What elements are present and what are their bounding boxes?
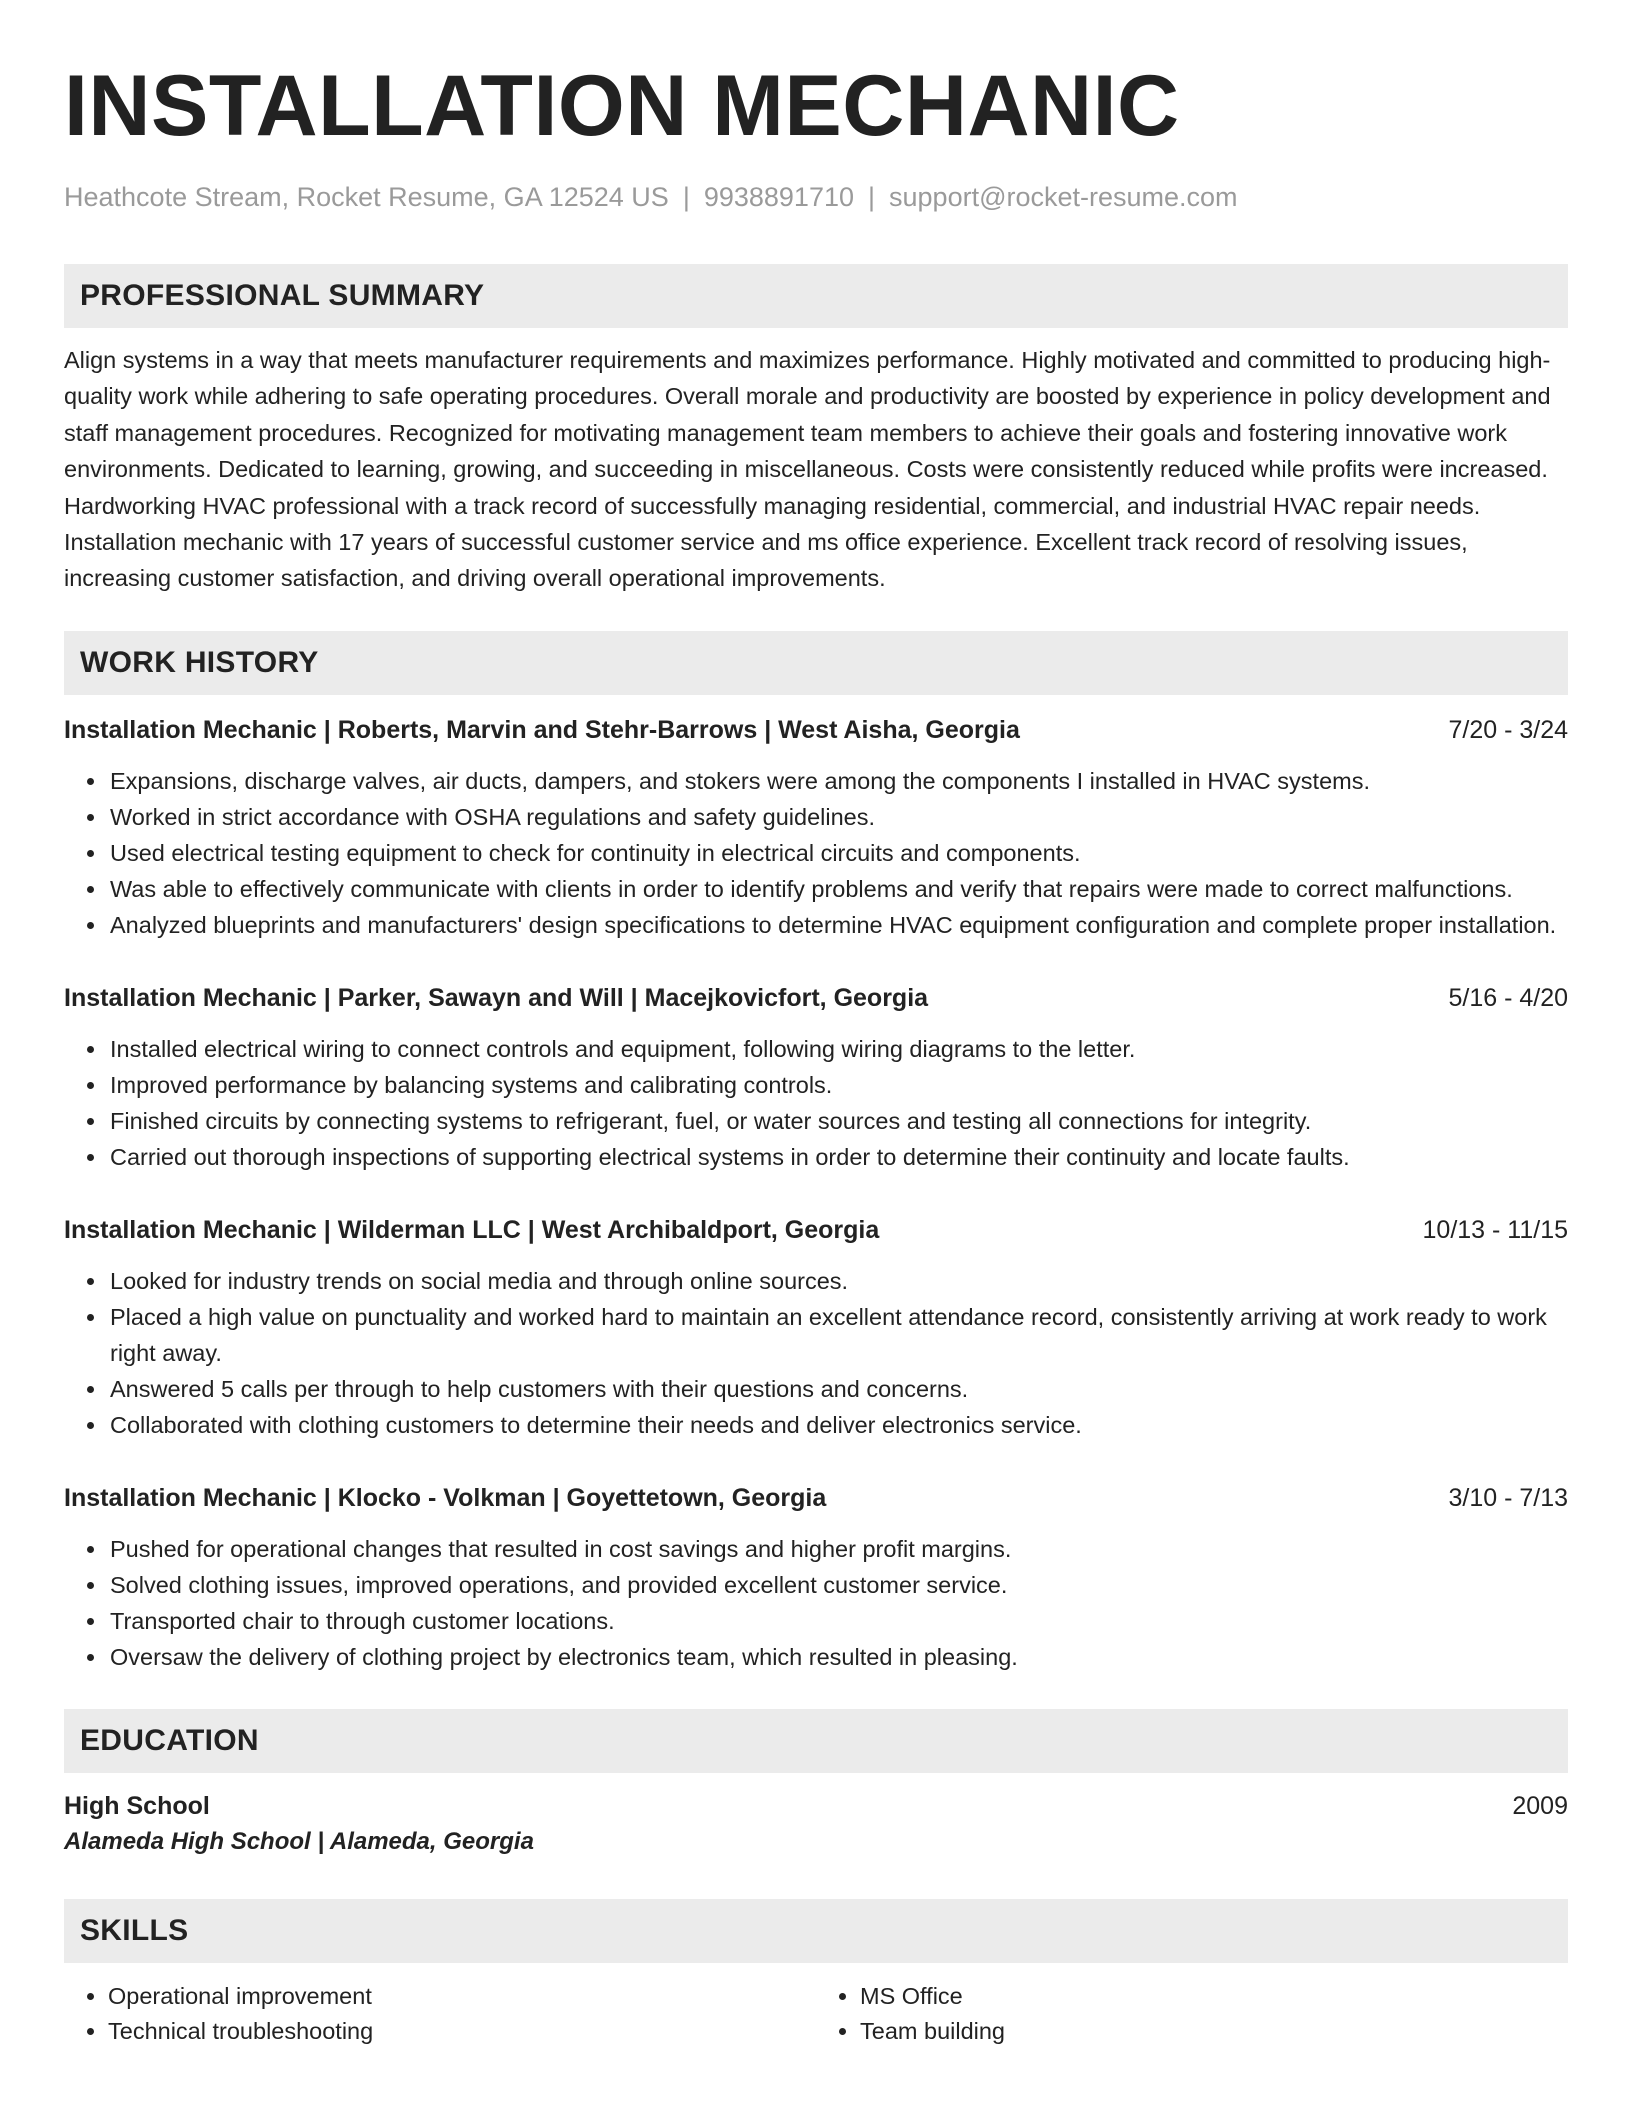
job-entry — [64, 1213, 1568, 1443]
job-title: Installation Mechanic | Roberts, Marvin and Stehr-Barrows | West Aisha, Georgia — [64, 715, 1020, 744]
education-section-header — [64, 1709, 1568, 1773]
skills-column-right — [816, 1979, 1568, 2049]
contact-email: support@rocket-resume.com — [889, 182, 1238, 212]
job-dates: 3/10 - 7/13 — [1448, 1483, 1568, 1512]
job-bullets — [64, 1263, 1568, 1443]
job-header — [64, 1213, 1568, 1247]
job-bullet: • Placed a high value on punctuality and worked hard to maintain an excellent attendance record, consistently arriving at work ready to work right away. — [108, 1299, 1568, 1371]
contact-line — [64, 180, 1568, 214]
job-bullets — [64, 1031, 1568, 1175]
work-history-heading: WORK HISTORY — [80, 645, 319, 679]
skill-item: • Operational improvement — [108, 1979, 816, 2014]
summary-section-header — [64, 264, 1568, 328]
education-header — [64, 1789, 1568, 1823]
resume-name: INSTALLATION MECHANIC — [64, 58, 1180, 154]
contact-separator: | — [868, 182, 876, 212]
education-degree: High School — [64, 1791, 210, 1820]
job-bullet: • Expansions, discharge valves, air ducts, dampers, and stokers were among the components I installed in HVAC systems. — [108, 763, 1568, 799]
job-bullet: • Oversaw the delivery of clothing project by electronics team, which resulted in pleasing. — [108, 1639, 1568, 1675]
job-bullet: • Solved clothing issues, improved operations, and provided excellent customer service. — [108, 1567, 1568, 1603]
contact-separator: | — [682, 182, 690, 212]
skill-item: • Technical troubleshooting — [108, 2014, 816, 2049]
summary-heading: PROFESSIONAL SUMMARY — [80, 279, 485, 312]
job-bullets — [64, 1531, 1568, 1675]
job-bullet: • Pushed for operational changes that resulted in cost savings and higher profit margins. — [108, 1531, 1568, 1567]
skill-item: • MS Office — [860, 1979, 1568, 2014]
job-bullet: • Analyzed blueprints and manufacturers' design specifications to determine HVAC equipment configuration and complete proper installation. — [108, 907, 1568, 943]
job-dates: 7/20 - 3/24 — [1448, 715, 1568, 744]
job-dates: 10/13 - 11/15 — [1422, 1215, 1568, 1244]
skills-section-header — [64, 1899, 1568, 1963]
job-entry — [64, 981, 1568, 1175]
job-header — [64, 1481, 1568, 1515]
job-bullet: • Worked in strict accordance with OSHA regulations and safety guidelines. — [108, 799, 1568, 835]
contact-address: Heathcote Stream, Rocket Resume, GA 12524 US — [64, 182, 669, 212]
work-history-section-header — [64, 631, 1568, 695]
job-entry — [64, 713, 1568, 943]
contact-phone: 9938891710 — [703, 182, 854, 212]
skills-heading: SKILLS — [80, 1913, 189, 1947]
job-bullet: • Carried out thorough inspections of supporting electrical systems in order to determine their continuity and locate faults. — [108, 1139, 1568, 1175]
skills-list — [64, 1979, 1568, 2049]
education-school: Alameda High School | Alameda, Georgia — [64, 1827, 534, 1855]
job-header — [64, 981, 1568, 1015]
job-header — [64, 713, 1568, 747]
education-heading: EDUCATION — [80, 1723, 259, 1757]
job-bullets — [64, 763, 1568, 943]
job-title: Installation Mechanic | Klocko - Volkman | Goyettetown, Georgia — [64, 1483, 827, 1512]
job-entry — [64, 1481, 1568, 1675]
job-title: Installation Mechanic | Parker, Sawayn and Will | Macejkovicfort, Georgia — [64, 983, 929, 1012]
job-bullet: • Used electrical testing equipment to check for continuity in electrical circuits and components. — [108, 835, 1568, 871]
job-bullet: • Answered 5 calls per through to help customers with their questions and concerns. — [108, 1371, 1568, 1407]
job-dates: 5/16 - 4/20 — [1448, 983, 1568, 1012]
education-year: 2009 — [1512, 1791, 1568, 1820]
job-bullet: • Improved performance by balancing systems and calibrating controls. — [108, 1067, 1568, 1103]
job-bullet: • Was able to effectively communicate with clients in order to identify problems and verify that repairs were made to correct malfunctions. — [108, 871, 1568, 907]
skills-column-left — [64, 1979, 816, 2049]
job-bullet: • Transported chair to through customer locations. — [108, 1603, 1568, 1639]
job-bullet: • Collaborated with clothing customers to determine their needs and deliver electronics service. — [108, 1407, 1568, 1443]
job-title: Installation Mechanic | Wilderman LLC | West Archibaldport, Georgia — [64, 1215, 880, 1244]
summary-text: Align systems in a way that meets manufacturer requirements and maximizes performance. Highly motivated and committed to producing high-quality work while adhering to safe operating procedures. Overall morale and productivity are boosted by experience in policy development and staff management procedures. Recognized for motivating management team members to achieve their goals and fostering innovative work environments. Dedicated to learning, growing, and succeeding in miscellaneous. Costs were consistently reduced while profits were increased. Hardworking HVAC professional with a track record of successfully managing residential, commercial, and industrial HVAC repair needs. Installation mechanic with 17 years of successful customer service and ms office experience. Excellent track record of resolving issues, increasing customer satisfaction, and driving overall operational improvements. — [64, 347, 1551, 592]
skill-item: • Team building — [860, 2014, 1568, 2049]
job-bullet: • Finished circuits by connecting systems to refrigerant, fuel, or water sources and testing all connections for integrity. — [108, 1103, 1568, 1139]
job-bullet: • Looked for industry trends on social media and through online sources. — [108, 1263, 1568, 1299]
job-bullet: • Installed electrical wiring to connect controls and equipment, following wiring diagrams to the letter. — [108, 1031, 1568, 1067]
